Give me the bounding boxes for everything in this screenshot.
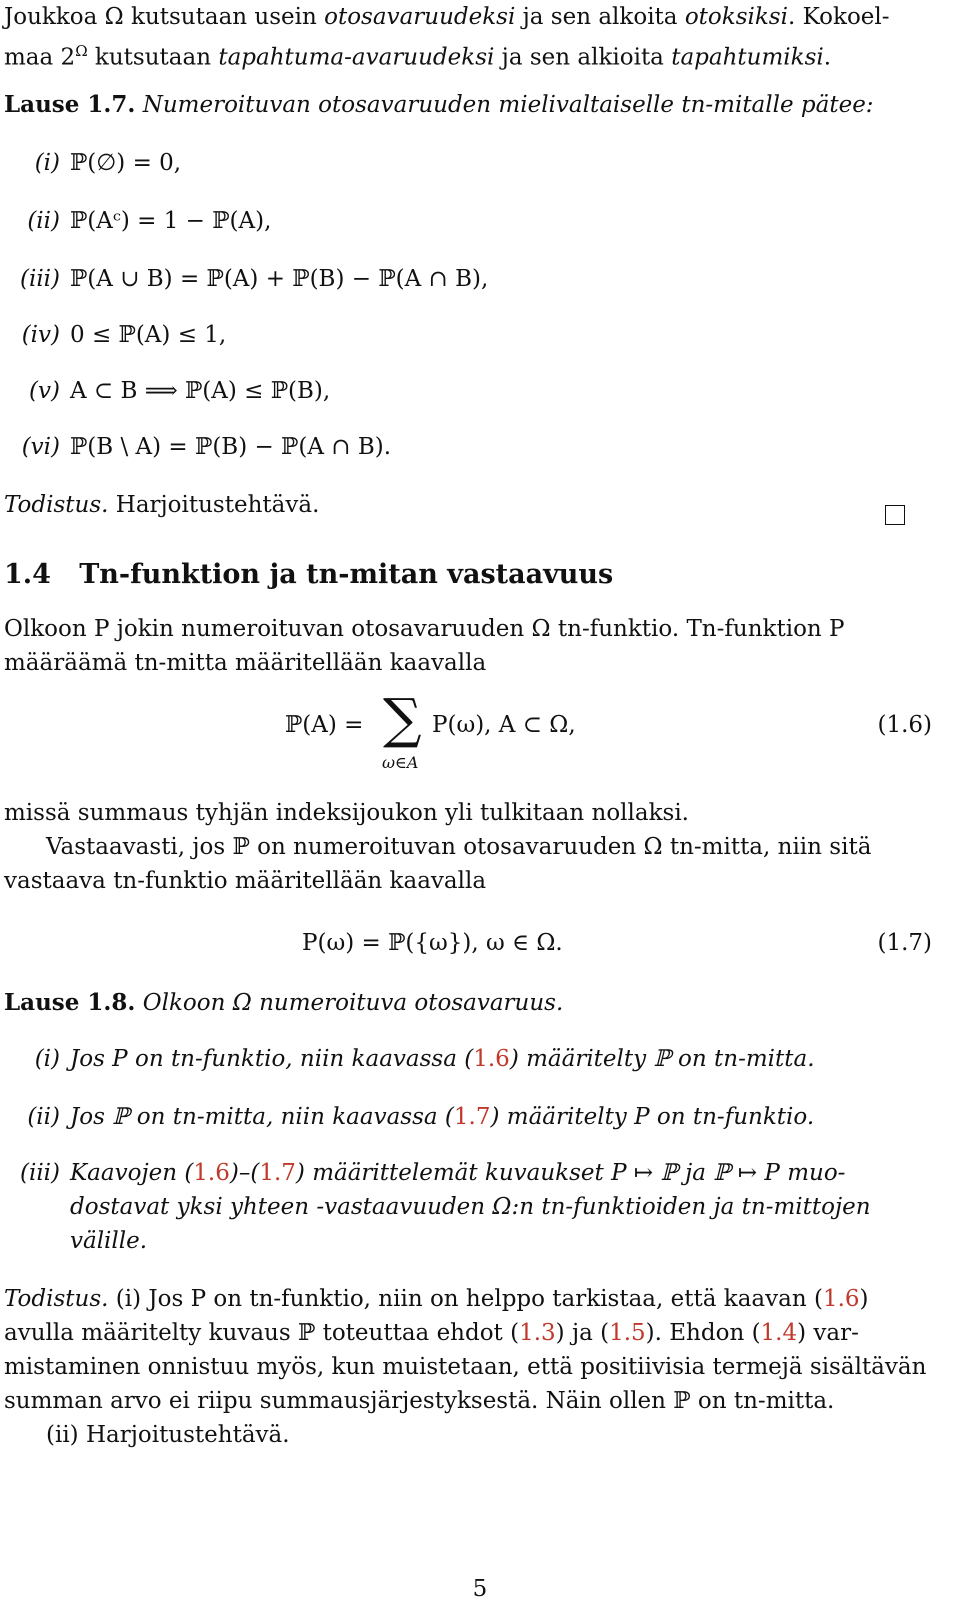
ref-link[interactable]: 1.4 <box>760 1320 798 1346</box>
lemma-1-7-item-vi: (vi) ℙ(B \ A) = ℙ(B) − ℙ(A ∩ B). <box>21 434 392 460</box>
ref-link[interactable]: 1.3 <box>519 1320 556 1346</box>
intro-line-1: Joukkoa Ω kutsutaan usein otosavaruudeksi ja sen alkoita otoksiksi. Kokoel- <box>4 4 890 30</box>
eq17-number: (1.7) <box>877 930 932 956</box>
lemma-1-8-item-iii-line-2: dostavat yksi yhteen -vastaavuuden Ω:n tn-funktioiden ja tn-mittojen <box>70 1194 871 1220</box>
section-title: Tn-funktion ja tn-mitan vastaavuus <box>79 559 614 590</box>
eq16-number: (1.6) <box>877 712 932 738</box>
proof18-line-1: Todistus. (i) Jos P on tn-funktio, niin on helppo tarkistaa, että kaavan (1.6) <box>4 1286 869 1312</box>
para2-line-2: Vastaavasti, jos ℙ on numeroituvan otosavaruuden Ω tn-mitta, niin sitä <box>46 834 872 860</box>
lemma-1-7-item-iii: (iii) ℙ(A ∪ B) = ℙ(A) + ℙ(B) − ℙ(A ∩ B), <box>19 266 489 292</box>
ref-link[interactable]: 1.6 <box>193 1160 230 1186</box>
lemma-1-8-heading: Lause 1.8. <box>4 989 136 1016</box>
intro-line-2: maa $2^\Omega$ kutsutaan tapahtuma-avaruudeksi ja sen alkioita tapahtumiksi. <box>4 42 832 71</box>
proof-heading: Todistus. <box>4 1286 109 1312</box>
lemma-1-8-statement <box>4 986 563 1020</box>
lemma-1-8-item-iii-line-3: välille. <box>70 1228 148 1254</box>
lemma-1-8-text: Olkoon Ω numeroituva otosavaruus. <box>142 990 564 1016</box>
lemma-1-8-item-iii: (iii) Kaavojen (1.6)–(1.7) määrittelemät kuvaukset P ↦ ℙ ja ℙ ↦ P muo- <box>19 1160 846 1186</box>
lemma-1-7-proof: Todistus. Harjoitustehtävä. <box>4 492 320 518</box>
sum-subscript: ω∈A <box>382 753 419 772</box>
ref-link[interactable]: 1.7 <box>453 1104 491 1130</box>
eq17-formula: P(ω) = ℙ({ω}), ω ∈ Ω. <box>302 930 563 956</box>
ref-link[interactable]: 1.6 <box>473 1046 510 1072</box>
proof18-line-5: (ii) Harjoitustehtävä. <box>46 1422 290 1448</box>
eq16-rhs: P(ω), A ⊂ Ω, <box>432 712 576 738</box>
lemma-1-7-item-v: (v) A ⊂ B ⟹ ℙ(A) ≤ ℙ(B), <box>29 378 331 404</box>
eq16-lhs: ℙ(A) = <box>285 712 364 738</box>
lemma-1-8-item-i: (i) Jos P on tn-funktio, niin kaavassa (1.6) määritelty ℙ on tn-mitta. <box>34 1046 815 1072</box>
proof-heading: Todistus. <box>4 492 109 518</box>
proof18-line-3: mistaminen onnistuu myös, kun muistetaan, että positiivisia termejä sisältävän <box>4 1354 927 1380</box>
lemma-1-8-item-ii: (ii) Jos ℙ on tn-mitta, niin kaavassa (1.7) määritelty P on tn-funktio. <box>27 1104 815 1130</box>
ref-link[interactable]: 1.7 <box>259 1160 296 1186</box>
sum-symbol: ∑ <box>383 687 422 750</box>
ref-link[interactable]: 1.6 <box>822 1286 860 1312</box>
para1-line-1: Olkoon P jokin numeroituvan otosavaruuden Ω tn-funktio. Tn-funktion P <box>4 616 845 642</box>
para2-line-3: vastaava tn-funktio määritellään kaavalla <box>4 868 487 894</box>
section-number: 1.4 <box>4 559 51 590</box>
proof18-line-4: summan arvo ei riipu summausjärjestyksestä. Näin ollen ℙ on tn-mitta. <box>4 1388 835 1414</box>
lemma-1-7-item-iv: (iv) 0 ≤ ℙ(A) ≤ 1, <box>21 322 227 348</box>
lemma-1-7-text: Numeroituvan otosavaruuden mielivaltaiselle tn-mitalle pätee: <box>142 92 874 118</box>
para2-line-1: missä summaus tyhjän indeksijoukon yli tulkitaan nollaksi. <box>4 800 689 826</box>
qed-square-icon <box>885 505 905 525</box>
lemma-1-7-item-i: (i) ℙ(∅) = 0, <box>34 150 182 176</box>
para1-line-2: määräämä tn-mitta määritellään kaavalla <box>4 650 487 676</box>
page-number: 5 <box>472 1576 488 1602</box>
section-heading <box>4 558 613 592</box>
lemma-1-7-statement <box>4 88 874 122</box>
lemma-1-7-item-ii: (ii) ℙ(Aᶜ) = 1 − ℙ(A), <box>27 208 272 234</box>
lemma-1-7-heading: Lause 1.7. <box>4 91 136 118</box>
ref-link[interactable]: 1.5 <box>609 1320 646 1346</box>
proof18-line-2: avulla määritelty kuvaus ℙ toteuttaa ehdot (1.3) ja (1.5). Ehdon (1.4) var- <box>4 1320 859 1346</box>
